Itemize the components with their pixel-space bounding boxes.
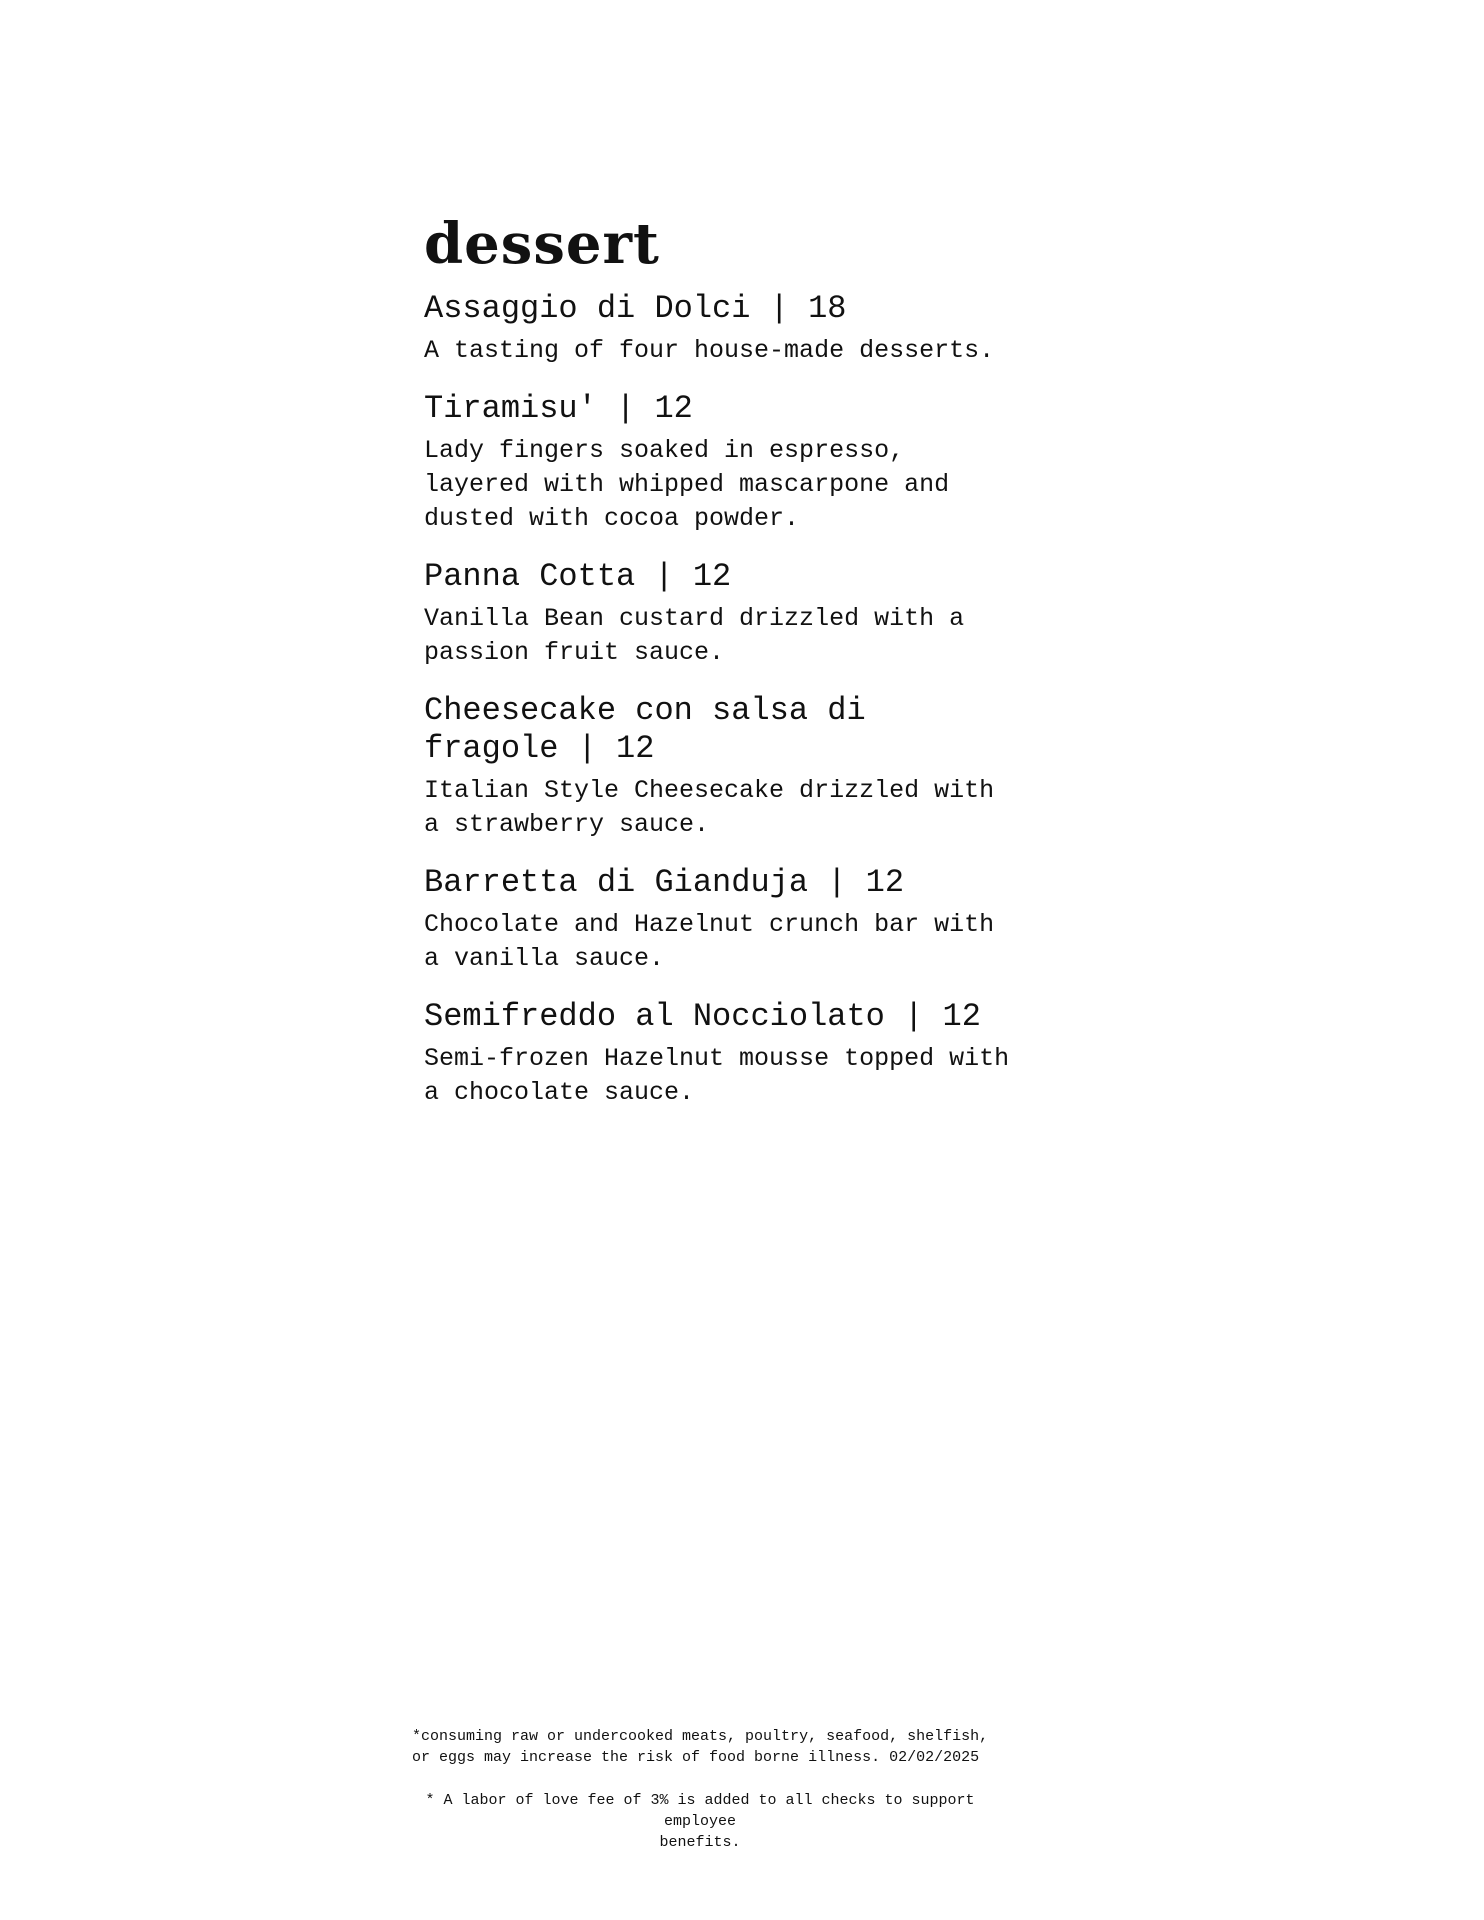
menu-item-price: 12 (616, 730, 655, 767)
fee-note-line: * A labor of love fee of 3% is added to all checks to support employee (425, 1792, 975, 1830)
menu-item-name: Panna Cotta (424, 558, 636, 595)
menu-item-price: 12 (654, 390, 693, 427)
menu-item-heading: Cheesecake con salsa di fragole | 12 (424, 692, 866, 767)
menu-item-description: Italian Style Cheesecake drizzled with a strawberry sauce. (424, 776, 995, 839)
dessert-menu (424, 212, 1014, 1132)
menu-item-heading: Semifreddo al Nocciolato | 12 (424, 998, 981, 1035)
footnotes (400, 1726, 1000, 1853)
menu-item-price: 12 (692, 558, 732, 595)
menu-item-description: Lady fingers soaked in espresso, layered with whipped mascarpone and dusted with cocoa powder. (424, 436, 950, 533)
allergy-note-line: or eggs may increase the risk of food borne illness. 02/02/2025 (412, 1749, 980, 1766)
menu-item-name: Cheesecake con salsa di fragole (424, 692, 866, 767)
menu-item-name: Barretta di Gianduja (424, 864, 809, 901)
fee-note (400, 1790, 1000, 1853)
menu-item-price: 18 (808, 290, 847, 327)
menu-item (424, 290, 1014, 368)
allergy-note-line: *consuming raw or undercooked meats, poultry, seafood, shelfish, (412, 1728, 989, 1745)
menu-item (424, 390, 1014, 536)
menu-item-heading: Panna Cotta | 12 (424, 558, 732, 595)
menu-item-name: Tiramisu' (424, 390, 597, 427)
menu-item-description: A tasting of four house-made desserts. (424, 336, 995, 365)
menu-item (424, 998, 1014, 1110)
menu-item-description: Semi-frozen Hazelnut mousse topped with a chocolate sauce. (424, 1044, 1010, 1107)
menu-item-description: Chocolate and Hazelnut crunch bar with a vanilla sauce. (424, 910, 995, 973)
menu-item-price: 12 (865, 864, 905, 901)
menu-item (424, 864, 1014, 976)
menu-item-price: 12 (942, 998, 981, 1035)
menu-item-description: Vanilla Bean custard drizzled with a passion fruit sauce. (424, 604, 965, 667)
menu-item (424, 692, 1014, 842)
fee-note-line: benefits. (659, 1834, 741, 1851)
menu-item-heading: Tiramisu' | 12 (424, 390, 693, 427)
menu-item-heading: Barretta di Gianduja | 12 (424, 864, 905, 901)
menu-item-name: Semifreddo al Nocciolato (424, 998, 885, 1035)
menu-title: dessert (424, 211, 660, 277)
menu-item-heading: Assaggio di Dolci | 18 (424, 290, 847, 327)
menu-item (424, 558, 1014, 670)
menu-item-name: Assaggio di Dolci (424, 290, 751, 327)
allergy-note (412, 1726, 1000, 1768)
